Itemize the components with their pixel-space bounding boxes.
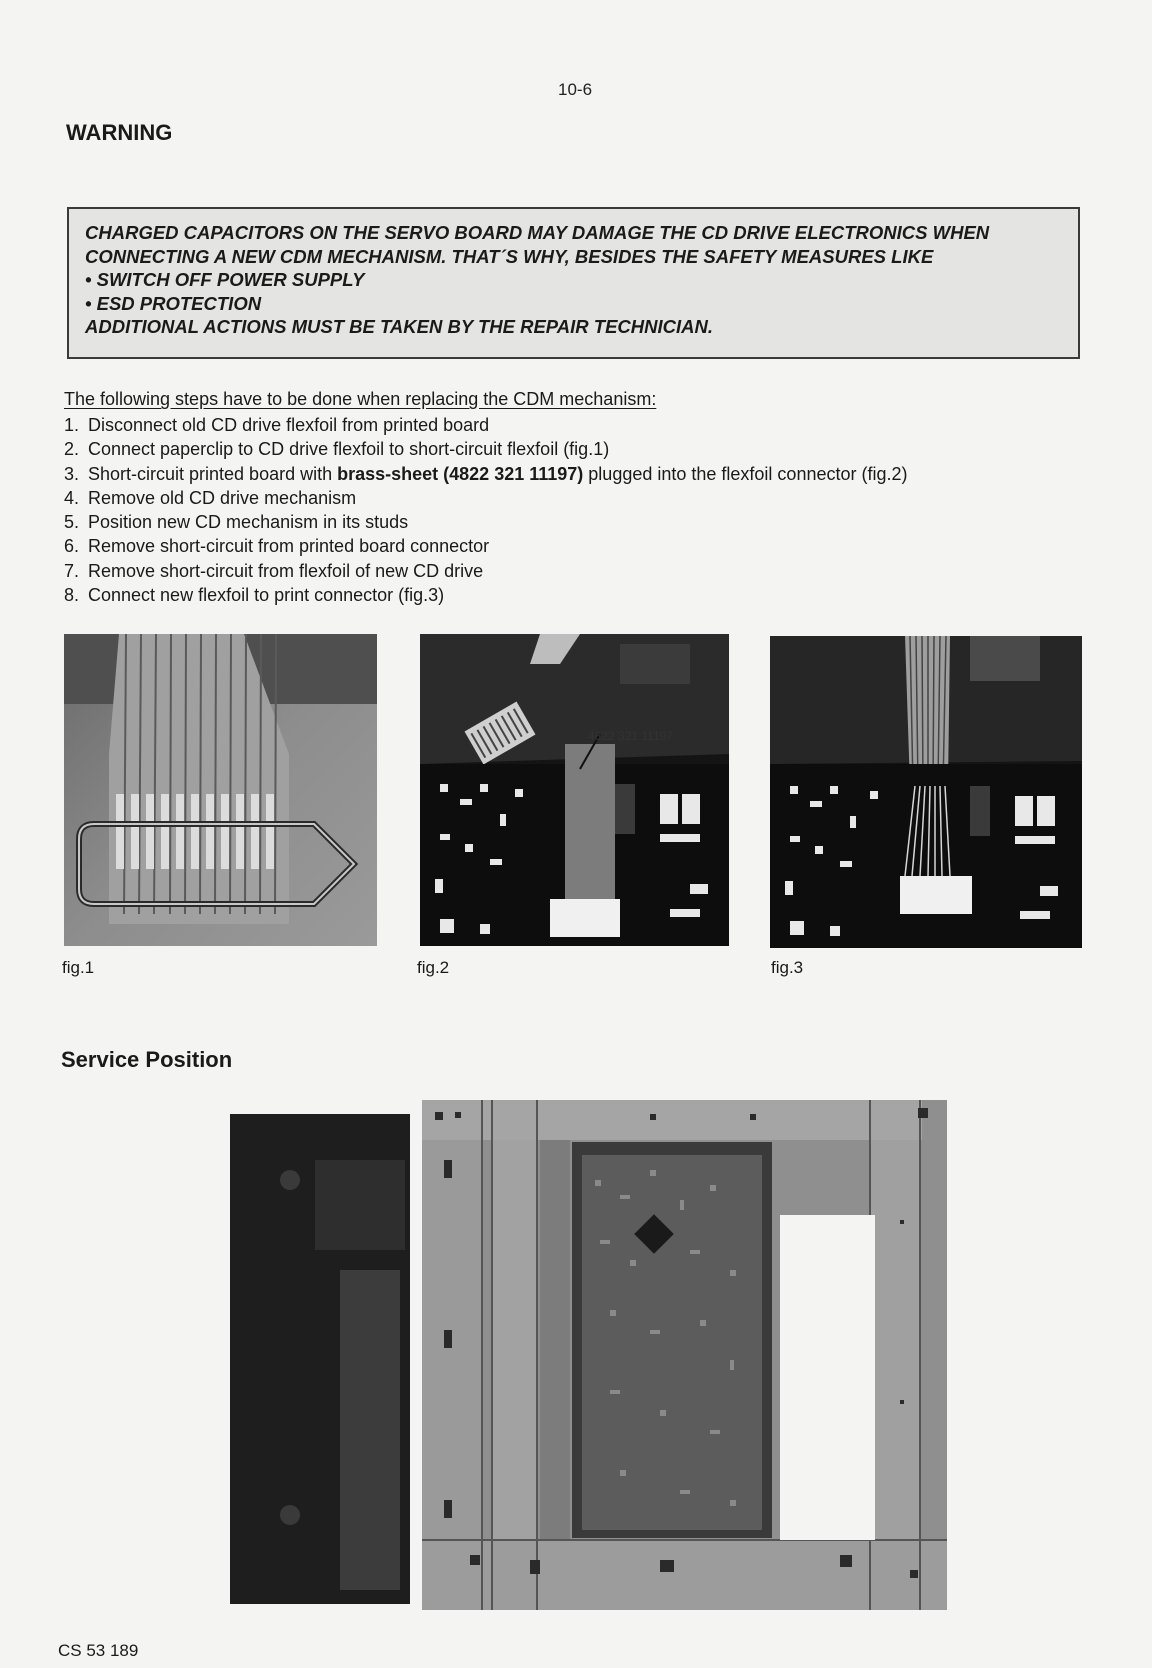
warning-line: CONNECTING A NEW CDM MECHANISM. THAT´S WHY, BESIDES THE SAFETY MEASURES LIKE: [85, 245, 934, 267]
step-item: 2. Connect paperclip to CD drive flexfoil to short-circuit flexfoil (fig.1): [64, 439, 610, 460]
service-position-heading: Service Position: [61, 1047, 233, 1072]
procedure-steps: [64, 413, 908, 607]
step-item: 5. Position new CD mechanism in its studs: [64, 512, 409, 533]
warning-line: • SWITCH OFF POWER SUPPLY: [85, 269, 365, 291]
step-item: 8. Connect new flexfoil to print connector (fig.3): [64, 585, 445, 606]
footer-code: CS 53 189: [58, 1641, 139, 1660]
service-position-photo: [230, 1100, 953, 1614]
warning-line: • ESD PROTECTION: [85, 292, 262, 314]
page-number: 10-6: [558, 80, 593, 99]
warning-line: ADDITIONAL ACTIONS MUST BE TAKEN BY THE REPAIR TECHNICIAN.: [85, 316, 713, 338]
warning-box: [67, 207, 1080, 359]
fig3-label: fig.3: [771, 958, 804, 977]
fig2-label: fig.2: [417, 958, 450, 977]
warning-line: CHARGED CAPACITORS ON THE SERVO BOARD MAY DAMAGE THE CD DRIVE ELECTRONICS WHEN: [85, 222, 990, 243]
step-item: 1. Disconnect old CD drive flexfoil from printed board: [64, 415, 490, 435]
procedure-intro: The following steps have to be done when replacing the CDM mechanism:: [64, 389, 657, 409]
fig1-photo: [64, 634, 377, 946]
part-number-bold: brass-sheet (4822 321 11197): [337, 463, 584, 484]
step-item: 3. Short-circuit printed board with brass-sheet (4822 321 11197) plugged into the flexfoil connector (fig.2): [64, 463, 908, 484]
fig1-label: fig.1: [62, 958, 95, 977]
fig2-photo: [420, 634, 729, 946]
step-item: 6. Remove short-circuit from printed board connector: [64, 536, 490, 557]
fig3-photo: [770, 636, 1082, 948]
step-item: 7. Remove short-circuit from flexfoil of new CD drive: [64, 560, 484, 581]
warning-heading: WARNING: [66, 120, 173, 145]
step-item: 4. Remove old CD drive mechanism: [64, 487, 357, 508]
fig2-annotation: 4822 321 11197: [588, 729, 673, 743]
